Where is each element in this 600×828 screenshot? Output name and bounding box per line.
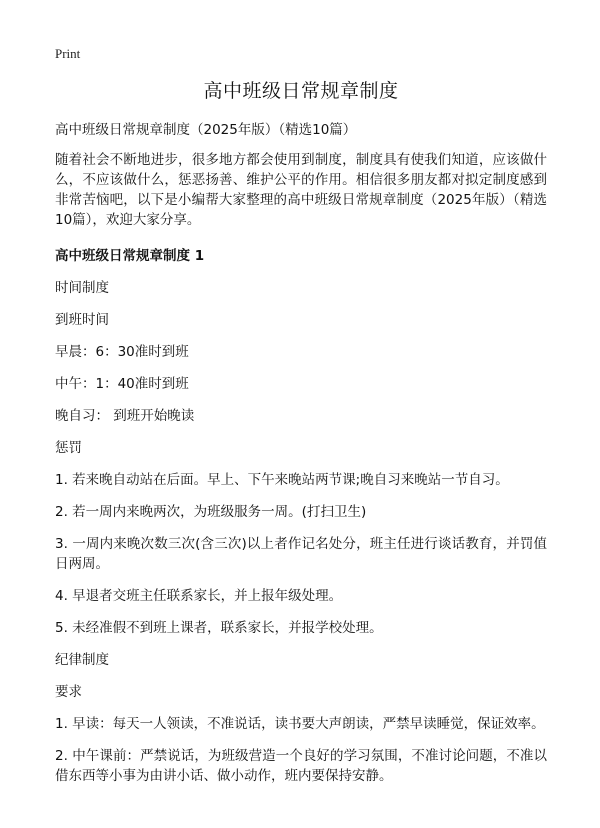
heading-arrival-time: 到班时间 bbox=[55, 312, 109, 328]
heading-requirements: 要求 bbox=[55, 684, 82, 700]
arrival-evening: 晚自习： 到班开始晚读 bbox=[55, 408, 195, 424]
section-heading: 高中班级日常规章制度 1 bbox=[55, 248, 205, 264]
penalty-item-5: 5. 未经准假不到班上课者，联系家长，并报学校处理。 bbox=[55, 620, 383, 636]
requirement-item-1: 1. 早读：每天一人领读，不准说话，读书要大声朗读，严禁早读睡觉，保证效率。 bbox=[55, 716, 545, 732]
heading-discipline: 纪律制度 bbox=[55, 652, 109, 668]
penalty-item-3: 3. 一周内来晚次数三次(含三次)以上者作记名处分，班主任进行谈话教育，并罚值日两周。 bbox=[55, 536, 547, 572]
requirement-item-2: 2. 中午课前：严禁说话，为班级营造一个良好的学习氛围，不准讨论问题，不准以借东西等小事为由讲小话、做小动作，班内要保持安静。 bbox=[55, 748, 547, 784]
arrival-noon: 中午：1：40准时到班 bbox=[55, 376, 189, 392]
penalty-item-4: 4. 早退者交班主任联系家长，并上报年级处理。 bbox=[55, 588, 343, 604]
print-link[interactable]: Print bbox=[55, 46, 81, 61]
heading-penalty: 惩罚 bbox=[55, 440, 82, 456]
heading-time-system: 时间制度 bbox=[55, 280, 109, 296]
arrival-morning: 早晨：6：30准时到班 bbox=[55, 344, 189, 360]
intro-paragraph: 随着社会不断地进步，很多地方都会使用到制度，制度具有使我们知道，应该做什么，不应该做什么，惩恶扬善、维护公平的作用。相信很多朋友都对拟定制度感到非常苦恼吧，以下是小编帮大家整理的高中班级日常规章制度（2025年版）（精选10篇），欢迎大家分享。 bbox=[55, 152, 547, 228]
penalty-item-2: 2. 若一周内来晚两次，为班级服务一周。(打扫卫生) bbox=[55, 504, 367, 520]
article bbox=[55, 78, 547, 798]
page-title: 高中班级日常规章制度 bbox=[203, 80, 399, 102]
penalty-item-1: 1. 若来晚自动站在后面。早上、下午来晚站两节课;晚自习来晚站一节自习。 bbox=[55, 472, 509, 488]
article-subtitle: 高中班级日常规章制度（2025年版）（精选10篇） bbox=[55, 122, 357, 138]
